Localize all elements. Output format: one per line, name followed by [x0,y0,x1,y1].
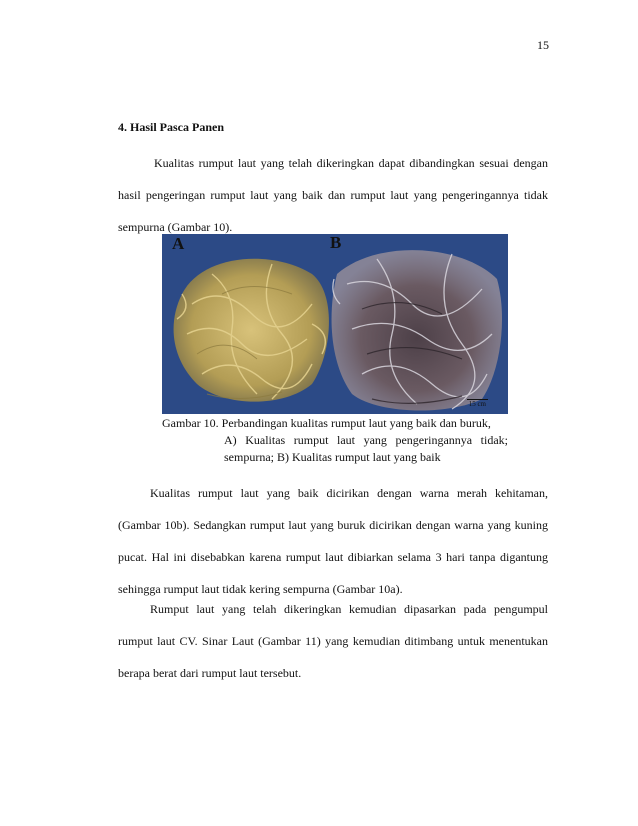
seaweed-photo-illustration [162,234,508,414]
scale-bar-label: 15 cm [468,400,486,408]
paragraph-market: Rumput laut yang telah dikeringkan kemudian dipasarkan pada pengumpul rumput laut CV. Sinar Laut (Gambar 11) yang kemudian ditimbang untuk menentukan berapa berat dari rumput laut tersebut. [118,602,548,680]
seaweed-sample-b [332,250,502,410]
seaweed-sample-a [174,259,329,402]
section-heading: 4. Hasil Pasca Panen [118,120,225,134]
figure-caption [162,415,508,466]
figure-label-a: A [172,234,185,253]
caption-body: A) Kualitas rumput laut yang pengeringannya tidak; sempurna; B) Kualitas rumput laut yang baik [224,433,508,464]
paragraph-quality: Kualitas rumput laut yang baik dicirikan dengan warna merah kehitaman, (Gambar 10b). Sedangkan rumput laut yang buruk dicirikan dengan warna yang kuning pucat. Hal ini disebabkan karena rumput laut dibiarkan selama 3 hari tanpa digantung sehingga rumput laut tidak kering sempurna (Gambar 10a). [118,486,548,596]
caption-head: Gambar 10. Perbandingan kualitas rumput laut yang baik dan buruk, [162,416,491,430]
figure-seaweed-comparison [162,234,508,414]
paragraph-intro: Kualitas rumput laut yang telah dikeringkan dapat dibandingkan sesuai dengan hasil pengeringan rumput laut yang baik dan rumput laut yang pengeringannya tidak sempurna (Gambar 10). [118,156,548,234]
figure-label-b: B [330,234,342,252]
page-number: 15 [537,38,549,52]
